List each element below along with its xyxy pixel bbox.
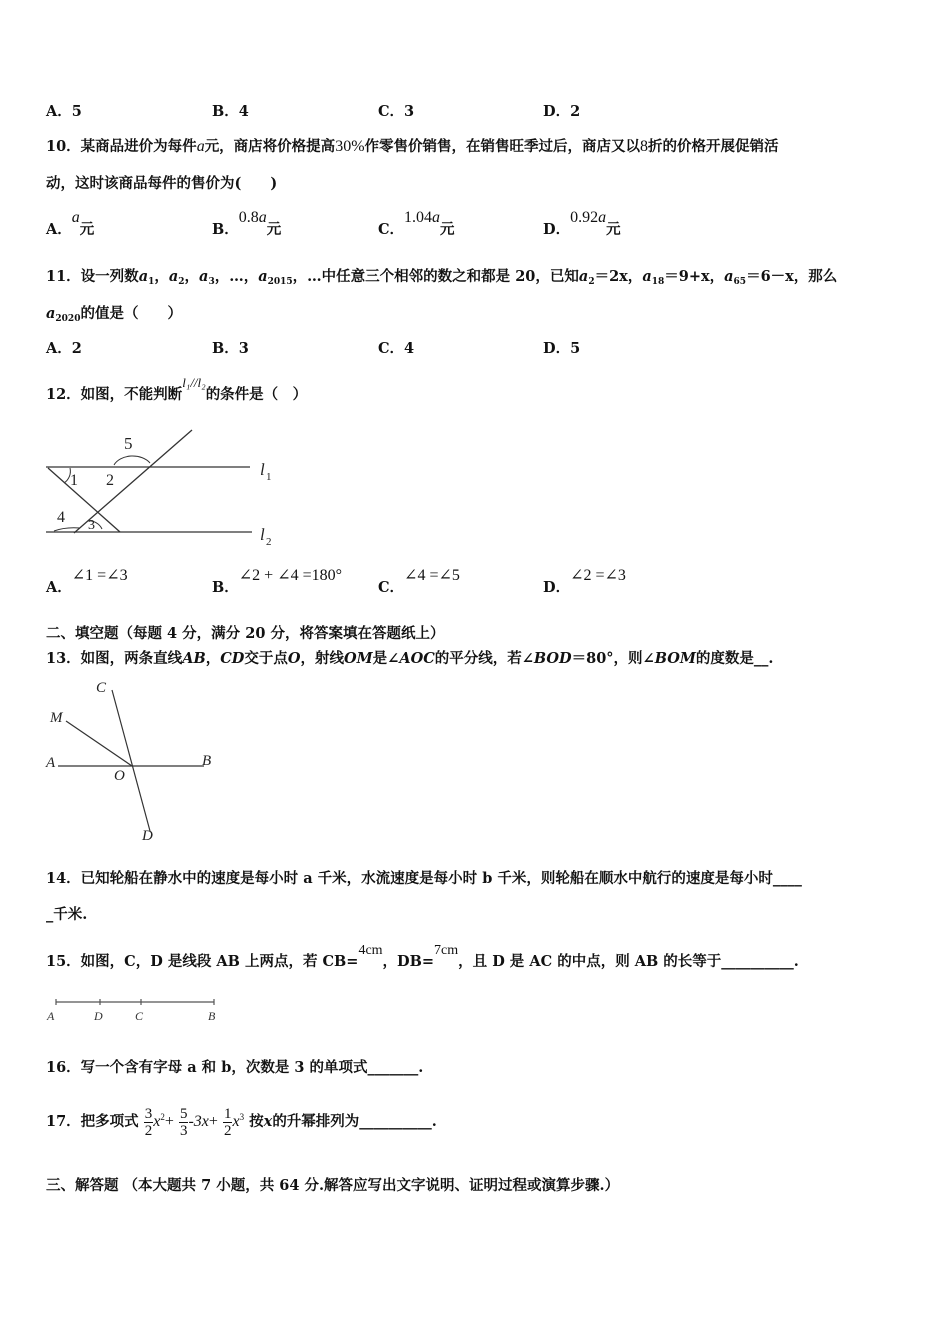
section2-heading: 二、填空题（每题 4 分，满分 20 分，将答案填在答题纸上）: [46, 625, 445, 642]
q10-option-b: B．0.8a元: [212, 209, 282, 238]
q14-line1: 14．已知轮船在静水中的速度是每小时 a 千米，水流速度是每小时 b 千米，则轮船在顺水中航行的速度是每小时____: [46, 870, 802, 887]
q10-option-c: C．1.04a元: [378, 209, 455, 238]
q10-line1: 10．某商品进价为每件a元，商店将价格提高30%作零售价销售，在销售旺季过后，商店又以8折的价格开展促销活: [46, 138, 779, 155]
label-a: A: [46, 755, 56, 771]
q12-option-d: D．∠2 =∠3: [543, 567, 626, 596]
q12-option-b: B．∠2 + ∠4 =180°: [212, 567, 343, 596]
q9-option-a: A．5: [46, 103, 82, 120]
q12-option-c: C．∠4 =∠5: [378, 567, 460, 596]
q10-option-d: D．0.92a元: [543, 209, 621, 238]
q15-figure: [44, 994, 229, 1024]
q11-option-d: D．5: [543, 340, 581, 357]
q16-stem: 16．写一个含有字母 a 和 b，次数是 3 的单项式_______.: [46, 1059, 424, 1076]
q13-figure: [44, 676, 224, 846]
q11-line2: $a_{2020}$的值是（ ）: [46, 305, 182, 324]
q13-stem: 13．如图，两条直线AB，CD交于点O，射线OM是∠AOC的平分线，若∠BOD＝80°，则∠BOM的度数是__.: [46, 650, 774, 667]
label-3: 3: [88, 518, 95, 533]
q9-option-c: C．3: [378, 103, 415, 120]
q15-stem: 15．如图，C，D 是线段 AB 上两点，若 CB=4cm，DB=7cm，且 D 是 AC 的中点，则 AB 的长等于__________.: [46, 943, 799, 970]
label-l1-subscript: 1: [266, 471, 272, 483]
q10-line2: 动，这时该商品每件的售价为( ): [46, 175, 278, 192]
q12-figure: [40, 425, 290, 550]
label-2: 2: [106, 472, 114, 489]
label-1: 1: [70, 472, 78, 489]
label-4: 4: [57, 509, 65, 526]
label-d: D: [142, 828, 153, 844]
q11-line1: 11．设一列数$a_1$，$a_2$，$a_3$，…，$a_{2015}$，…中任意三个相邻的数之和都是 20，已知$a_2=2x$，$a_{18}=9+x$，$a_{65}=6-x$，那么: [46, 268, 838, 287]
label-a: A: [47, 1009, 55, 1023]
label-b: B: [208, 1009, 216, 1023]
label-o: O: [114, 768, 125, 784]
q17-stem: 17．把多项式 $\frac{3}{2}$ $x^2+$ $\frac{5}{3}$ -3x+ $\frac{1}{2}$ $x^3$ 按x的升幂排列为__________.: [46, 1105, 437, 1139]
q11-option-c: C．4: [378, 340, 415, 357]
label-l1: l: [260, 460, 265, 479]
label-l2-subscript: 2: [266, 536, 272, 548]
q10-option-a: A．a元: [46, 209, 95, 238]
q12-stem: 12．如图，不能判断l₁//l₂的条件是（ ）: [46, 375, 308, 403]
fraction-1-2: $\frac{1}{2}$: [223, 1105, 232, 1139]
q11-option-b: B．3: [212, 340, 249, 357]
label-c: C: [96, 680, 107, 696]
label-d: D: [94, 1009, 103, 1023]
q9-option-b: B．4: [212, 103, 249, 120]
q11-option-a: A．2: [46, 340, 82, 357]
label-m: M: [50, 710, 63, 726]
label-l2: l: [260, 525, 265, 544]
q12-option-a: A．∠1 =∠3: [46, 567, 128, 596]
fraction-5-3: $\frac{5}{3}$: [179, 1105, 188, 1139]
angle-5-arc: [114, 456, 150, 465]
label-5: 5: [124, 434, 133, 453]
q9-option-d: D．2: [543, 103, 581, 120]
label-b: B: [202, 753, 212, 769]
fraction-3-2: $\frac{3}{2}$: [144, 1105, 153, 1139]
line-cd: [112, 690, 150, 831]
label-c: C: [135, 1009, 144, 1023]
section3-heading: 三、解答题 （本大题共 7 小题，共 64 分.解答应写出文字说明、证明过程或演算步骤.）: [46, 1177, 620, 1194]
q14-line2: _千米.: [46, 906, 88, 923]
